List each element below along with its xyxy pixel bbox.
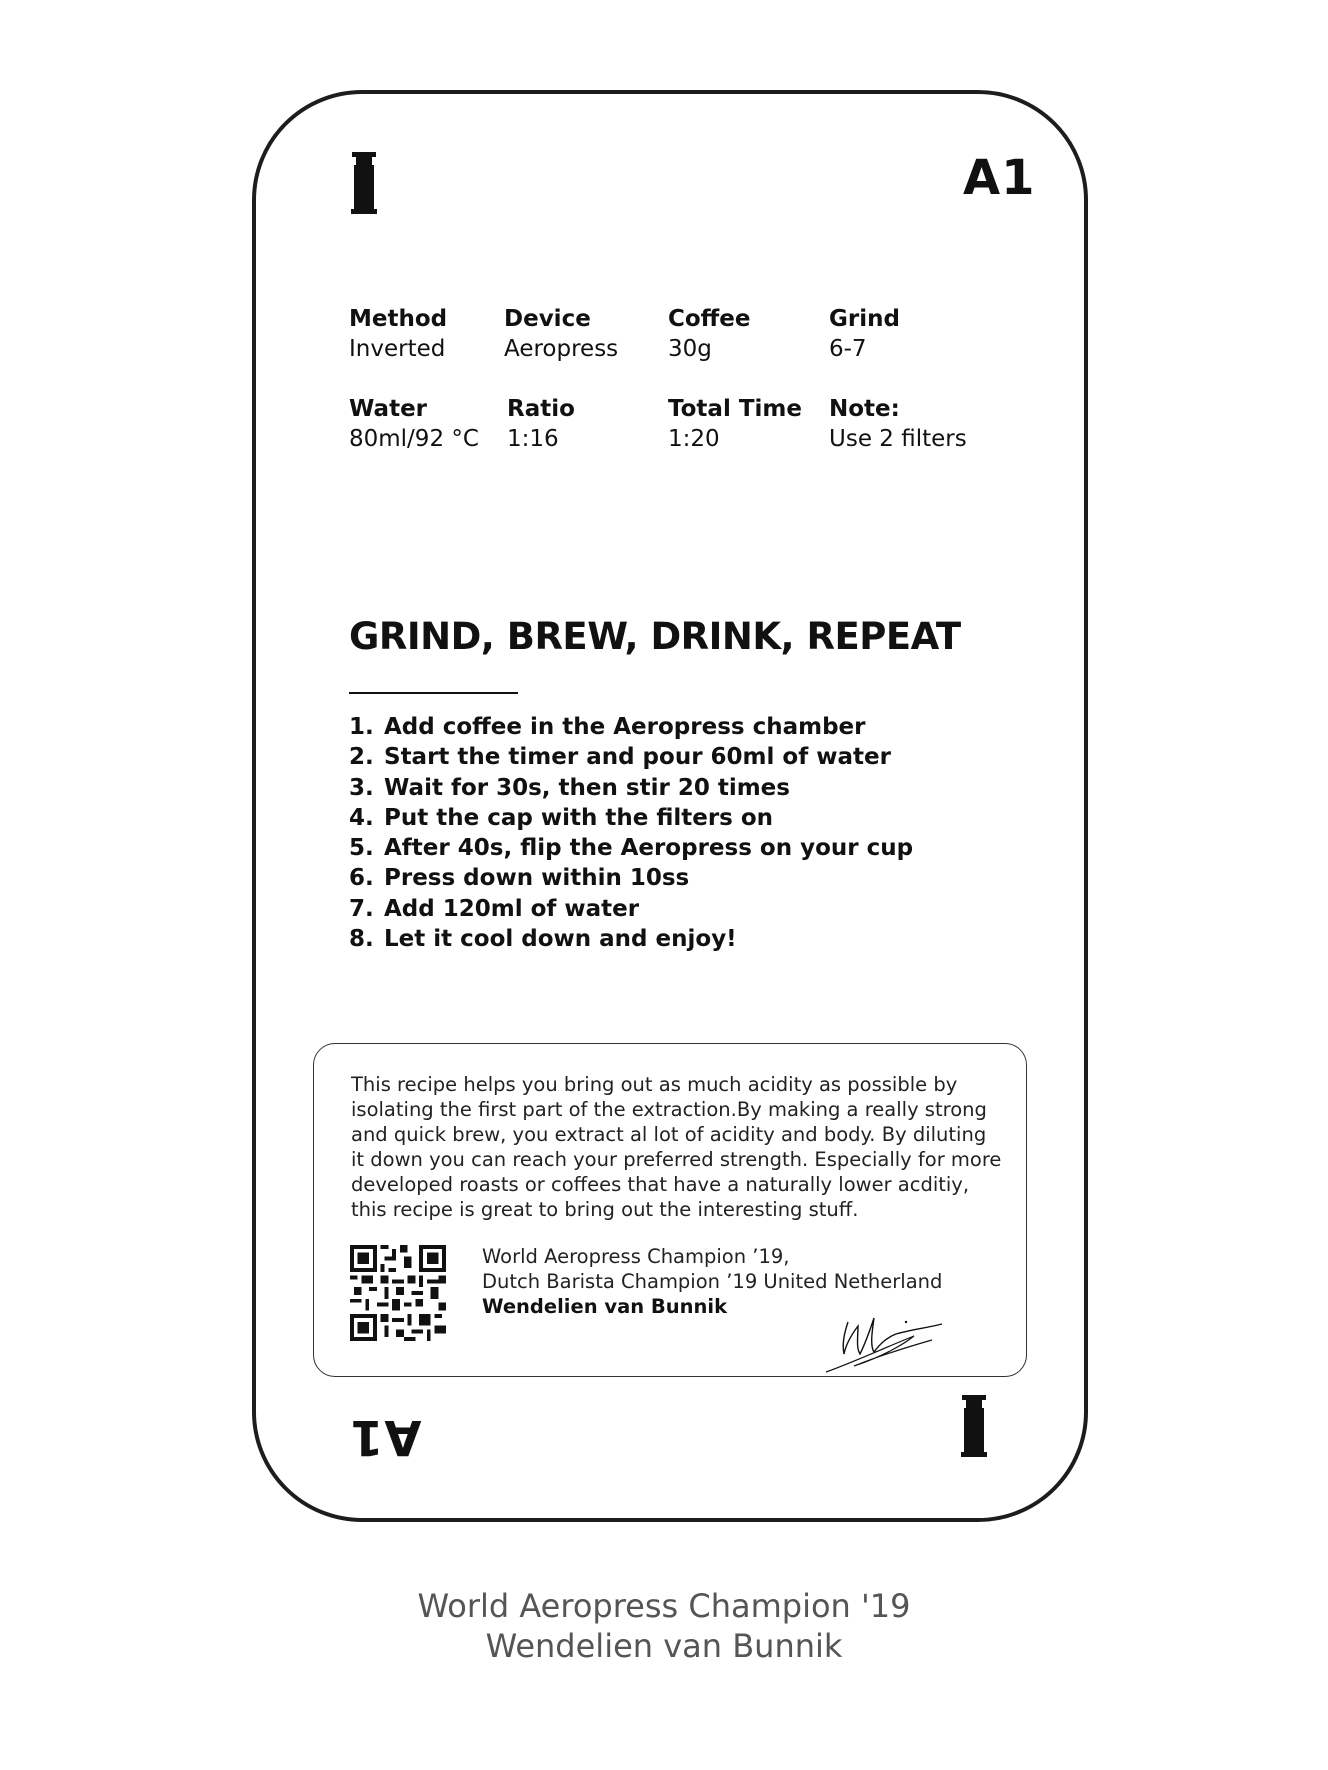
champion-title-1: World Aeropress Champion ’19, [482, 1245, 790, 1268]
step-text: Let it cool down and enjoy! [384, 926, 737, 953]
spec-value-water: 80ml/92 °C [349, 426, 479, 452]
caption-title: World Aeropress Champion '19 [417, 1587, 911, 1625]
step-number: 1. [349, 714, 374, 740]
description-line: isolating the first part of the extraction.By making a really strong [351, 1098, 987, 1121]
list-item [349, 803, 913, 833]
qr-code-icon[interactable] [350, 1245, 446, 1341]
step-text: Add 120ml of water [384, 895, 640, 922]
description-line: it down you can reach your preferred strength. Especially for more [351, 1148, 1002, 1171]
recipe-title: GRIND, BREW, DRINK, REPEAT [349, 615, 961, 658]
step-text: After 40s, flip the Aeropress on your cup [384, 835, 914, 862]
champion-name: Wendelien van Bunnik [482, 1295, 728, 1318]
spec-label-total-time: Total Time [668, 396, 802, 422]
card-code: A1 [963, 150, 1036, 206]
list-item [349, 894, 913, 924]
description-line: This recipe helps you bring out as much acidity as possible by [351, 1073, 958, 1096]
spec-value-method: Inverted [349, 336, 446, 362]
aeropress-icon [350, 152, 378, 216]
step-number: 4. [349, 804, 374, 831]
list-item [349, 742, 913, 772]
spec-label-note: Note: [829, 396, 900, 422]
step-number: 5. [349, 835, 374, 862]
signature-icon [814, 1304, 954, 1374]
spec-label-grind: Grind [829, 306, 900, 332]
step-number: 3. [349, 774, 374, 801]
spec-label-water: Water [349, 396, 428, 422]
list-item [349, 712, 913, 742]
spec-value-coffee: 30g [668, 336, 712, 362]
card-code-inverted: A1 [349, 1409, 422, 1465]
spec-label-method: Method [349, 306, 448, 332]
spec-value-total-time: 1:20 [668, 426, 720, 452]
step-text: Add coffee in the Aeropress chamber [384, 714, 866, 740]
spec-label-device: Device [504, 306, 591, 332]
spec-value-ratio: 1:16 [507, 426, 559, 452]
recipe-description [351, 1072, 1011, 1222]
description-line: this recipe is great to bring out the interesting stuff. [351, 1198, 859, 1221]
title-divider [349, 692, 518, 694]
champion-title-2: Dutch Barista Champion ’19 United Netherland [482, 1270, 943, 1293]
step-number: 2. [349, 744, 374, 771]
step-text: Wait for 30s, then stir 20 times [384, 774, 790, 801]
description-line: developed roasts or coffees that have a naturally lower acditiy, [351, 1173, 970, 1196]
step-text: Press down within 10ss [384, 865, 690, 892]
step-text: Put the cap with the filters on [384, 804, 774, 831]
step-text: Start the timer and pour 60ml of water [384, 744, 891, 771]
aeropress-icon [960, 1395, 988, 1459]
list-item [349, 773, 913, 803]
spec-value-grind: 6-7 [829, 336, 867, 362]
steps-list [349, 712, 913, 954]
spec-label-ratio: Ratio [507, 396, 575, 422]
description-line: and quick brew, you extract al lot of acidity and body. By diluting [351, 1123, 987, 1146]
spec-label-coffee: Coffee [668, 306, 751, 332]
spec-value-note: Use 2 filters [829, 426, 967, 452]
caption-name: Wendelien van Bunnik [485, 1627, 843, 1665]
step-number: 8. [349, 926, 374, 953]
description-box [313, 1043, 1027, 1377]
step-number: 6. [349, 865, 374, 892]
step-number: 7. [349, 895, 374, 922]
list-item [349, 924, 913, 954]
list-item [349, 833, 913, 863]
spec-value-device: Aeropress [504, 336, 619, 362]
list-item [349, 863, 913, 893]
